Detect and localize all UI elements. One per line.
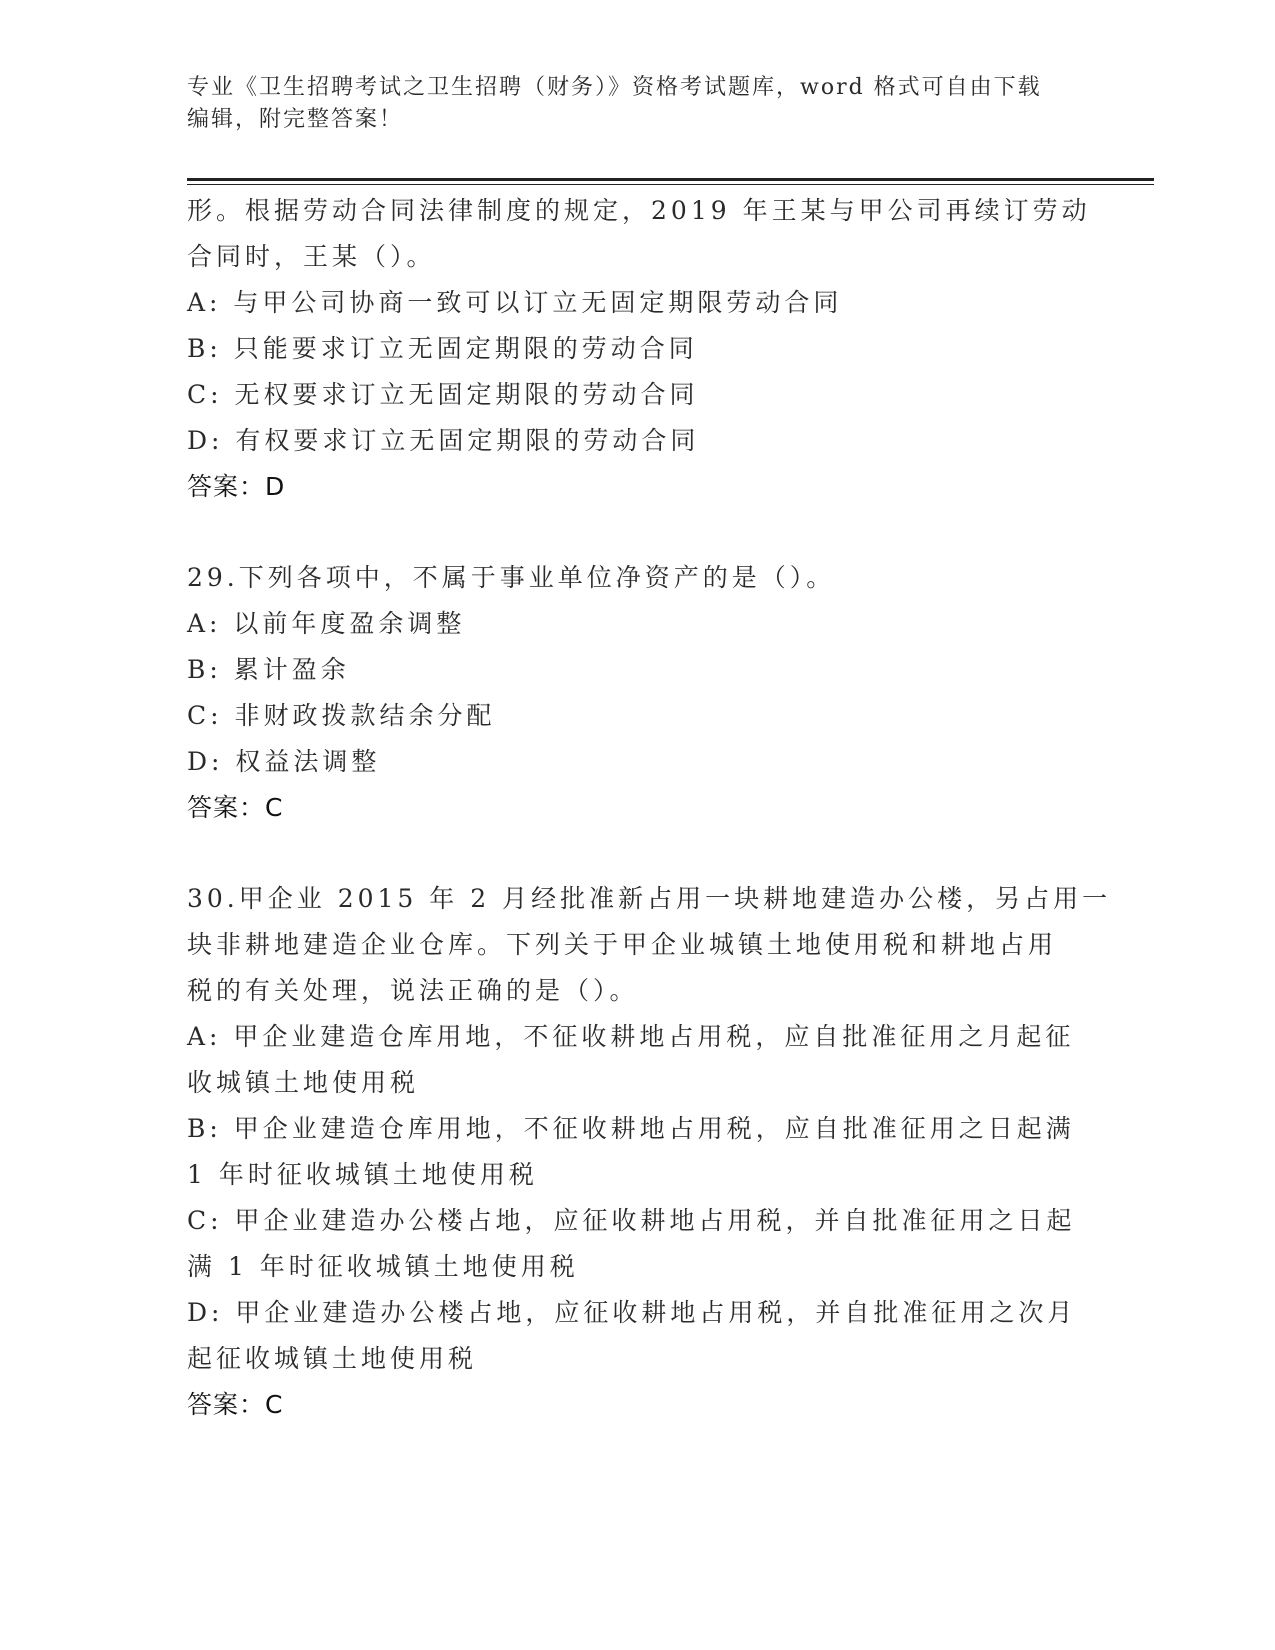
- header-line-1: 专业《卫生招聘考试之卫生招聘（财务）》资格考试题库，word 格式可自由下载: [187, 75, 1042, 100]
- option-d: D: 权益法调整: [187, 747, 381, 776]
- question-stem-line: 合同时，王某（）。: [187, 242, 436, 271]
- question-stem-line: 块非耕地建造企业仓库。下列关于甲企业城镇土地使用税和耕地占用: [187, 930, 1058, 959]
- question-spacer: [187, 510, 1087, 555]
- answer-label: 答案：D: [187, 472, 286, 501]
- page-header: [187, 72, 1087, 136]
- question-28: [187, 188, 1091, 510]
- option-a: A: 甲企业建造仓库用地，不征收耕地占用税，应自批准征用之月起征: [187, 1022, 1075, 1051]
- option-c: C: 甲企业建造办公楼占地，应征收耕地占用税，并自批准征用之日起: [187, 1206, 1076, 1235]
- option-b: B: 只能要求订立无固定期限的劳动合同: [187, 334, 698, 363]
- header-line-2: 编辑，附完整答案！: [187, 107, 404, 132]
- option-d: D: 有权要求订立无固定期限的劳动合同: [187, 426, 700, 455]
- question-list: [187, 188, 1112, 1428]
- option-b: B: 甲企业建造仓库用地，不征收耕地占用税，应自批准征用之日起满: [187, 1114, 1075, 1143]
- option-c-cont: 满 1 年时征收城镇土地使用税: [187, 1252, 579, 1281]
- option-a-cont: 收城镇土地使用税: [187, 1068, 420, 1097]
- option-a: A: 以前年度盈余调整: [187, 609, 466, 638]
- question-stem-line: 29.下列各项中，不属于事业单位净资产的是（）。: [187, 563, 836, 592]
- question-29: [187, 555, 1087, 831]
- option-d-cont: 起征收城镇土地使用税: [187, 1344, 478, 1373]
- option-c: C: 无权要求订立无固定期限的劳动合同: [187, 380, 699, 409]
- question-stem-line: 30.甲企业 2015 年 2 月经批准新占用一块耕地建造办公楼，另占用一: [187, 884, 1112, 913]
- header-divider-thick: [187, 178, 1154, 181]
- question-stem-line: 税的有关处理，说法正确的是（）。: [187, 976, 639, 1005]
- answer-label: 答案：C: [187, 793, 284, 822]
- answer-label: 答案：C: [187, 1390, 284, 1419]
- question-30: [187, 876, 1112, 1428]
- option-c: C: 非财政拨款结余分配: [187, 701, 496, 730]
- option-b: B: 累计盈余: [187, 655, 350, 684]
- question-spacer: [187, 831, 1087, 876]
- option-d: D: 甲企业建造办公楼占地，应征收耕地占用税，并自批准征用之次月: [187, 1298, 1077, 1327]
- header-divider-thin: [187, 184, 1154, 185]
- question-stem-line: 形。根据劳动合同法律制度的规定，2019 年王某与甲公司再续订劳动: [187, 196, 1091, 225]
- option-b-cont: 1 年时征收城镇土地使用税: [187, 1160, 538, 1189]
- option-a: A: 与甲公司协商一致可以订立无固定期限劳动合同: [187, 288, 843, 317]
